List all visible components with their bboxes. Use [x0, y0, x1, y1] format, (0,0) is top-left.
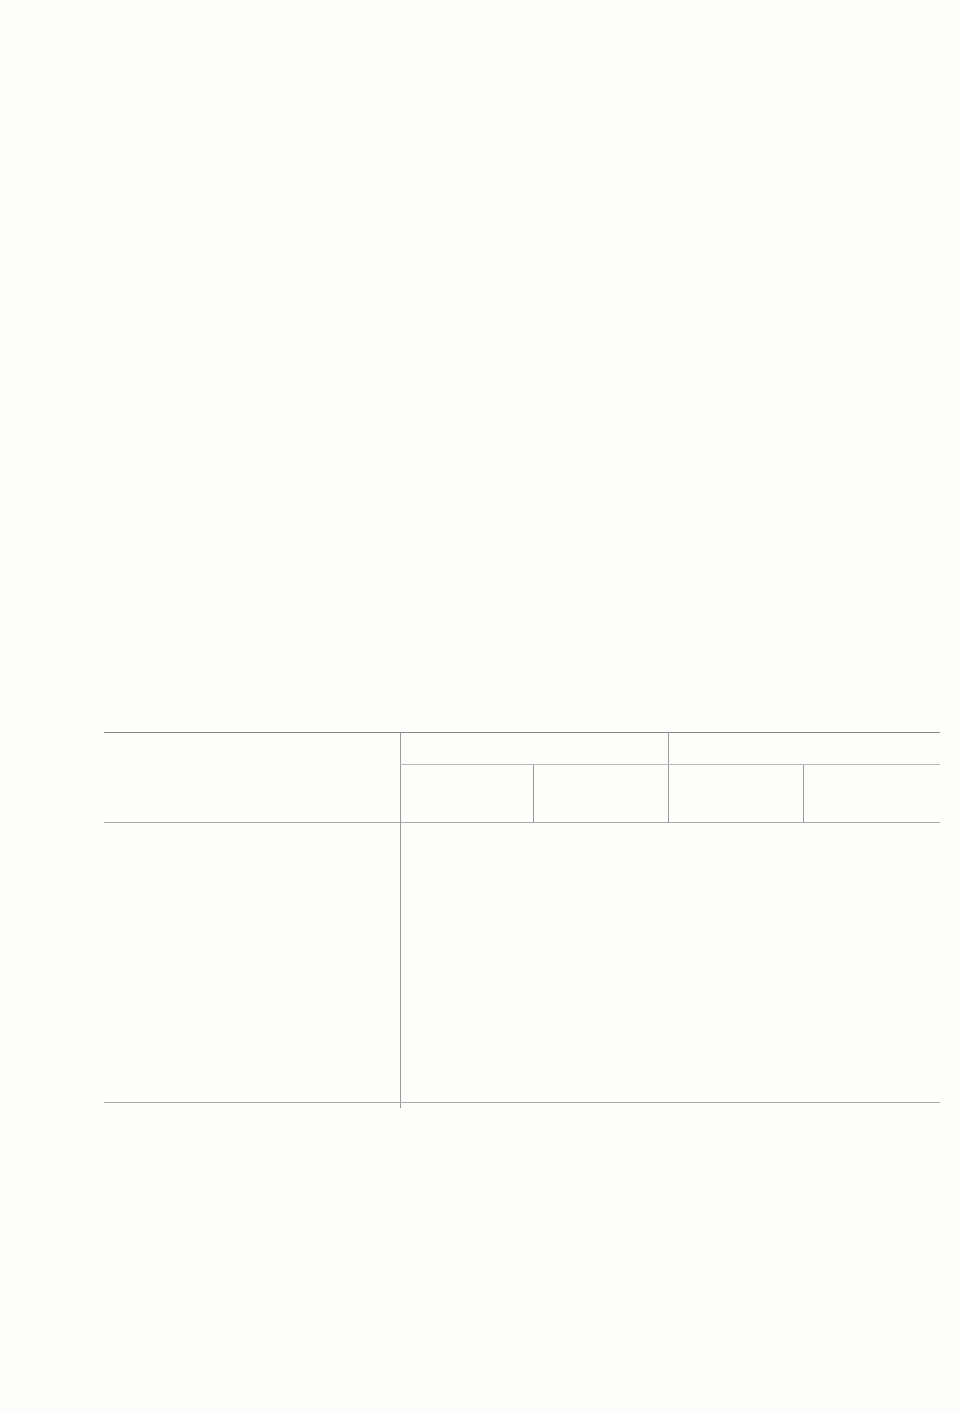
page-header: [104, 22, 860, 52]
table-divider-label: [400, 733, 401, 1108]
table-group-rule: [400, 764, 940, 765]
table-divider-female-sub: [803, 765, 804, 822]
table-bottom-rule: [104, 1102, 940, 1103]
table-header-rule: [104, 822, 940, 823]
table-divider-male-sub: [533, 765, 534, 822]
table-divider-sex: [668, 733, 669, 823]
table-top-rule: [104, 732, 940, 733]
